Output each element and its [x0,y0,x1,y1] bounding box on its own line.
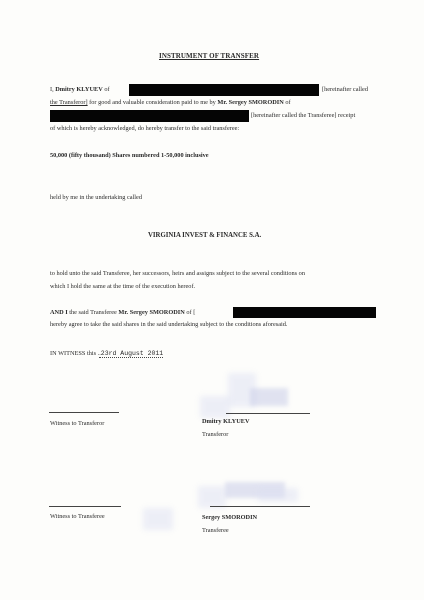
company-name: VIRGINIA INVEST & FINANCE S.A. [148,232,262,239]
signature-blur [250,388,288,406]
signature-blur [258,488,298,502]
para3-line1: to hold unto the said Transferee, her successors, heirs and assigns subject to the several conditions on [50,270,305,277]
transferee-signatory-name: Sergey SMORODIN [202,514,258,521]
execution-date: 23rd August 2011 [100,350,164,357]
shares-description: 50,000 (fifty thousand) Shares numbered 1-50,000 inclusive [50,152,209,159]
signature-blur [200,396,230,418]
transferor-signatory-name: Dmitry KLYUEV [202,418,250,425]
para1-line3: [hereinafter called the Transferee] receipt [251,112,356,119]
transferee-name: Mr. Sergey SMORODIN [217,99,284,106]
para4-line2: hereby agree to take the said shares in the said undertaking subject to the conditions aforesaid. [50,321,288,328]
witness-signature-line [49,506,121,507]
transferor-role: Transferor [202,431,229,438]
redaction-bar [129,84,319,96]
para1-line1-end: [hereinafter called [322,86,368,93]
para3-line2: which I hold the same at the time of the execution hereof. [50,283,196,290]
transferor-name: Dmitry KLYUEV [55,86,103,93]
signature-blur [198,486,226,508]
redaction-bar [233,307,376,318]
para1-line4: of which is hereby acknowledged, do hereby transfer to the said transferee: [50,125,240,132]
witness-transferee-label: Witness to Transferee [50,513,105,520]
para4-line1: AND I the said Transferee Mr. Sergey SMORODIN of [ [50,309,196,316]
para1-line2: the Transferor] for good and valuable consideration paid to me by Mr. Sergey SMORODIN of [50,99,291,106]
transferee-role: Transferee [202,527,229,534]
witness-signature-line [49,412,119,413]
held-line: held by me in the undertaking called [50,194,142,201]
transferor-signature-line [226,413,310,414]
redaction-bar [50,110,249,122]
transferee-signature-line [210,506,310,507]
document-title: INSTRUMENT OF TRANSFER [159,52,260,60]
para1-line1: I, Dmitry KLYUEV of [50,86,110,93]
signature-blur [143,508,173,530]
witness-line: IN WITNESS this ..23rd August 2011 [50,350,164,357]
witness-transferor-label: Witness to Transferor [50,420,105,427]
